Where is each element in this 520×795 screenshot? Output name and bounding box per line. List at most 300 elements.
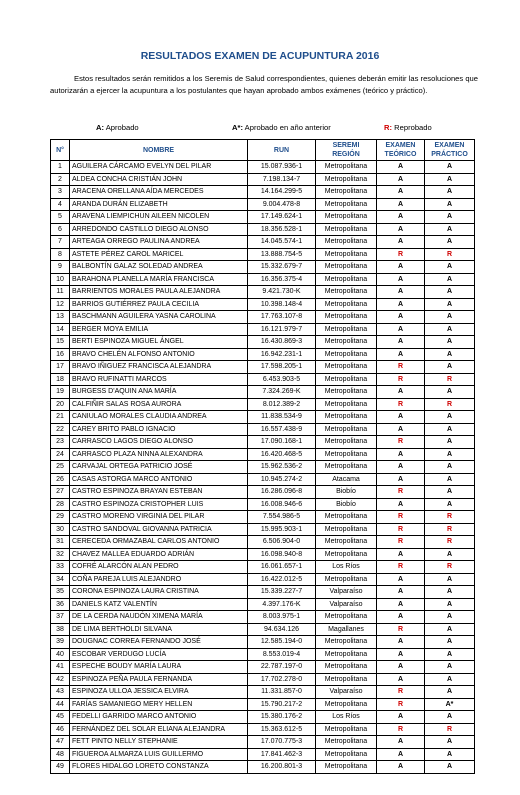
applicant-run: 15.087.936-1 [248,161,316,174]
examen-practico: A [425,486,475,499]
row-number: 23 [51,436,70,449]
examen-practico: A [425,498,475,511]
applicant-run: 15.339.227-7 [248,586,316,599]
table-row [51,473,475,486]
examen-practico: R [425,248,475,261]
table-row [51,211,475,224]
row-number: 2 [51,173,70,186]
examen-teorico: R [377,723,425,736]
row-number: 45 [51,711,70,724]
header-name-label: NOMBRE [142,146,175,154]
table-row [51,186,475,199]
applicant-name: ESPINOZA PEÑA PAULA FERNANDA [70,673,248,686]
examen-practico: A [425,198,475,211]
applicant-run: 15.380.176-2 [248,711,316,724]
row-number: 28 [51,498,70,511]
table-row [51,311,475,324]
applicant-name: FIGUEROA ALMARZA LUIS GUILLERMO [70,748,248,761]
examen-practico: A [425,173,475,186]
applicant-name: DOUGNAC CORREA FERNANDO JOSÉ [70,636,248,649]
applicant-run: 15.962.536-2 [248,461,316,474]
seremi-region: Metropolitana [316,286,377,299]
row-number: 5 [51,211,70,224]
table-row [51,298,475,311]
row-number: 47 [51,736,70,749]
legend-r-code: R: [384,123,393,132]
header-region-line1: SEREMI [332,142,360,149]
row-number: 19 [51,386,70,399]
seremi-region: Metropolitana [316,248,377,261]
applicant-name: CHAVEZ MALLEA EDUARDO ADRIÁN [70,548,248,561]
applicant-name: ESCOBAR VERDUGO LUCÍA [70,648,248,661]
results-table [50,139,475,774]
examen-practico: R [425,398,475,411]
seremi-region: Metropolitana [316,411,377,424]
applicant-run: 7.324.269-K [248,386,316,399]
applicant-run: 15.332.679-7 [248,261,316,274]
applicant-name: ESPINOZA ULLOA JESSICA ELVIRA [70,686,248,699]
table-row [51,511,475,524]
applicant-run: 16.422.012-5 [248,573,316,586]
applicant-name: FARÍAS SAMANIEGO MERY HELLEN [70,698,248,711]
table-row [51,573,475,586]
applicant-run: 18.356.528-1 [248,223,316,236]
table-row [51,273,475,286]
header-practico-line2: PRÁCTICO [431,151,468,158]
applicant-name: FEDELLI GARRIDO MARCO ANTONIO [70,711,248,724]
seremi-region: Metropolitana [316,748,377,761]
seremi-region: Metropolitana [316,173,377,186]
applicant-run: 94.634.126 [248,623,316,636]
applicant-name: BALBONTÍN GALAZ SOLEDAD ANDREA [70,261,248,274]
header-num [51,140,70,161]
table-row [51,636,475,649]
examen-practico: A [425,211,475,224]
applicant-name: CASTRO MORENO VIRGINIA DEL PILAR [70,511,248,524]
header-practico-line1: EXAMEN [434,142,465,149]
examen-practico: A [425,361,475,374]
examen-teorico: A [377,598,425,611]
examen-teorico: A [377,573,425,586]
table-row [51,286,475,299]
table-row [51,673,475,686]
header-region [316,140,377,161]
applicant-run: 16.098.940-8 [248,548,316,561]
row-number: 44 [51,698,70,711]
examen-practico: A [425,311,475,324]
seremi-region: Metropolitana [316,698,377,711]
table-row [51,236,475,249]
examen-teorico: A [377,748,425,761]
seremi-region: Atacama [316,473,377,486]
legend-reprobado [384,123,432,132]
row-number: 16 [51,348,70,361]
row-number: 8 [51,248,70,261]
seremi-region: Metropolitana [316,673,377,686]
applicant-name: BERGER MOYA EMILIA [70,323,248,336]
table-row [51,173,475,186]
row-number: 12 [51,298,70,311]
table-row [51,761,475,774]
applicant-name: CORONA ESPINOZA LAURA CRISTINA [70,586,248,599]
examen-teorico: A [377,311,425,324]
applicant-run: 17.070.775-3 [248,736,316,749]
applicant-run: 6.506.904-0 [248,536,316,549]
seremi-region: Metropolitana [316,198,377,211]
table-row [51,348,475,361]
table-header-row [51,140,475,161]
seremi-region: Metropolitana [316,548,377,561]
row-number: 48 [51,748,70,761]
seremi-region: Los Ríos [316,711,377,724]
row-number: 13 [51,311,70,324]
examen-practico: A [425,348,475,361]
legend-astar-code: A*: [232,123,243,132]
row-number: 15 [51,336,70,349]
examen-teorico: A [377,386,425,399]
row-number: 25 [51,461,70,474]
row-number: 17 [51,361,70,374]
applicant-run: 14.164.299-5 [248,186,316,199]
row-number: 42 [51,673,70,686]
examen-practico: A [425,623,475,636]
row-number: 27 [51,486,70,499]
examen-practico: A [425,748,475,761]
row-number: 30 [51,523,70,536]
intro-text: Estos resultados serán remitidos a los Seremis de Salud correspondientes, quienes deberán emitir las resoluciones que autorizarán a ejercer la acupuntura a los postulantes que hayan aprobado ambos exámenes (teórico y práctico). [50,74,478,95]
applicant-run: 4.397.176-K [248,598,316,611]
row-number: 41 [51,661,70,674]
applicant-name: DANIELS KATZ VALENTÍN [70,598,248,611]
applicant-name: ALDEA CONCHA CRISTIÁN JOHN [70,173,248,186]
applicant-run: 17.598.205-1 [248,361,316,374]
header-run [248,140,316,161]
legend-a-code: A: [96,123,105,132]
table-row [51,548,475,561]
applicant-run: 16.061.657-1 [248,561,316,574]
applicant-run: 17.763.107-8 [248,311,316,324]
examen-teorico: A [377,186,425,199]
examen-practico: A [425,711,475,724]
row-number: 6 [51,223,70,236]
seremi-region: Metropolitana [316,186,377,199]
table-row [51,198,475,211]
applicant-run: 9.421.730-K [248,286,316,299]
applicant-name: CASTRO ESPINOZA CRISTOPHER LUIS [70,498,248,511]
applicant-run: 8.553.019-4 [248,648,316,661]
row-number: 49 [51,761,70,774]
applicant-run: 11.331.857-0 [248,686,316,699]
seremi-region: Valparaíso [316,598,377,611]
table-row [51,686,475,699]
applicant-name: CAREY BRITO PABLO IGNACIO [70,423,248,436]
row-number: 36 [51,598,70,611]
examen-practico: R [425,511,475,524]
applicant-name: CASAS ASTORGA MARCO ANTONIO [70,473,248,486]
examen-practico: A* [425,698,475,711]
row-number: 21 [51,411,70,424]
table-row [51,486,475,499]
applicant-run: 13.888.754-5 [248,248,316,261]
examen-teorico: A [377,286,425,299]
examen-teorico: A [377,273,425,286]
applicant-run: 8.012.389-2 [248,398,316,411]
examen-practico: A [425,548,475,561]
seremi-region: Metropolitana [316,223,377,236]
examen-teorico: R [377,248,425,261]
examen-practico: A [425,611,475,624]
examen-practico: A [425,186,475,199]
examen-practico: A [425,461,475,474]
seremi-region: Metropolitana [316,161,377,174]
examen-practico: A [425,261,475,274]
table-row [51,386,475,399]
table-row [51,436,475,449]
row-number: 1 [51,161,70,174]
applicant-name: BASCHMANN AGUILERA YASNA CAROLINA [70,311,248,324]
applicant-run: 10.945.274-2 [248,473,316,486]
applicant-run: 11.838.534-9 [248,411,316,424]
row-number: 20 [51,398,70,411]
examen-practico: A [425,648,475,661]
seremi-region: Metropolitana [316,523,377,536]
examen-teorico: A [377,348,425,361]
examen-teorico: A [377,611,425,624]
examen-practico: A [425,386,475,399]
seremi-region: Metropolitana [316,511,377,524]
table-row [51,623,475,636]
examen-teorico: A [377,711,425,724]
examen-practico: A [425,661,475,674]
examen-practico: A [425,673,475,686]
examen-practico: A [425,336,475,349]
examen-teorico: A [377,736,425,749]
table-row [51,223,475,236]
header-name [70,140,248,161]
examen-teorico: R [377,698,425,711]
applicant-name: BURGESS D'AQUIN ANA MARÍA [70,386,248,399]
row-number: 34 [51,573,70,586]
seremi-region: Metropolitana [316,373,377,386]
applicant-name: COFRÉ ALARCÓN ALAN PEDRO [70,561,248,574]
examen-teorico: R [377,373,425,386]
applicant-name: FERNÁNDEZ DEL SOLAR ELIANA ALEJANDRA [70,723,248,736]
examen-teorico: A [377,648,425,661]
examen-teorico: A [377,586,425,599]
applicant-name: CALFIÑIR SALAS ROSA AURORA [70,398,248,411]
header-teorico [377,140,425,161]
applicant-run: 16.557.438-9 [248,423,316,436]
applicant-run: 9.004.478-8 [248,198,316,211]
table-row [51,461,475,474]
applicant-name: DE LA CERDA NAUDÓN XIMENA MARÍA [70,611,248,624]
applicant-name: BARAHONA PLANELLA MARÍA FRANCISCA [70,273,248,286]
examen-teorico: A [377,498,425,511]
applicant-name: CASTRO ESPINOZA BRAYAN ESTEBAN [70,486,248,499]
table-row [51,598,475,611]
applicant-name: ARTEAGA ORREGO PAULINA ANDREA [70,236,248,249]
seremi-region: Metropolitana [316,723,377,736]
applicant-run: 17.090.168-1 [248,436,316,449]
examen-teorico: R [377,623,425,636]
table-row [51,698,475,711]
examen-teorico: A [377,236,425,249]
examen-practico: A [425,223,475,236]
examen-teorico: A [377,161,425,174]
seremi-region: Metropolitana [316,386,377,399]
applicant-run: 22.787.197-0 [248,661,316,674]
examen-practico: A [425,573,475,586]
seremi-region: Metropolitana [316,636,377,649]
applicant-run: 17.149.624-1 [248,211,316,224]
legend-a-text: Aprobado [105,123,139,132]
table-row [51,661,475,674]
applicant-name: DE LIMA BERTHOLDI SILVANA [70,623,248,636]
row-number: 11 [51,286,70,299]
applicant-name: BERTI ESPINOZA MIGUEL ÁNGEL [70,336,248,349]
header-teorico-line1: EXAMEN [385,142,416,149]
applicant-run: 8.003.975-1 [248,611,316,624]
examen-practico: R [425,523,475,536]
examen-practico: A [425,298,475,311]
applicant-name: CARRASCO PLAZA NINNA ALEXANDRA [70,448,248,461]
applicant-name: CASTRO SANDOVAL GIOVANNA PATRICIA [70,523,248,536]
examen-teorico: A [377,461,425,474]
applicant-run: 16.286.096-8 [248,486,316,499]
examen-practico: A [425,323,475,336]
row-number: 7 [51,236,70,249]
table-row [51,748,475,761]
examen-teorico: A [377,423,425,436]
header-teorico-line2: TEÓRICO [384,151,417,158]
page-title: RESULTADOS EXAMEN DE ACUPUNTURA 2016 [140,50,380,62]
examen-practico: R [425,723,475,736]
examen-teorico: A [377,548,425,561]
table-row [51,398,475,411]
table-row [51,411,475,424]
applicant-name: CANIULAO MORALES CLAUDIA ANDREA [70,411,248,424]
seremi-region: Valparaíso [316,586,377,599]
applicant-name: ESPECHE BOUDY MARÍA LAURA [70,661,248,674]
examen-practico: A [425,286,475,299]
examen-practico: A [425,273,475,286]
examen-practico: A [425,436,475,449]
seremi-region: Biobío [316,486,377,499]
seremi-region: Los Ríos [316,561,377,574]
examen-teorico: R [377,686,425,699]
seremi-region: Metropolitana [316,423,377,436]
applicant-run: 15.995.903-1 [248,523,316,536]
examen-practico: A [425,448,475,461]
row-number: 18 [51,373,70,386]
seremi-region: Metropolitana [316,336,377,349]
row-number: 35 [51,586,70,599]
examen-practico: A [425,161,475,174]
examen-teorico: A [377,448,425,461]
examen-teorico: A [377,411,425,424]
table-row [51,561,475,574]
applicant-name: COÑA PAREJA LUIS ALEJANDRO [70,573,248,586]
applicant-name: BRAVO RUFINATTI MARCOS [70,373,248,386]
row-number: 39 [51,636,70,649]
examen-teorico: R [377,536,425,549]
applicant-run: 17.702.278-0 [248,673,316,686]
applicant-run: 16.420.468-5 [248,448,316,461]
examen-practico: A [425,473,475,486]
examen-teorico: R [377,398,425,411]
legend-astar-text: Aprobado en año anterior [244,123,331,132]
applicant-name: BARRIOS GUTIÉRREZ PAULA CECILIA [70,298,248,311]
applicant-name: FETT PINTO NELLY STEPHANIE [70,736,248,749]
row-number: 26 [51,473,70,486]
seremi-region: Metropolitana [316,211,377,224]
seremi-region: Metropolitana [316,398,377,411]
table-row [51,611,475,624]
applicant-run: 16.121.979-7 [248,323,316,336]
seremi-region: Metropolitana [316,573,377,586]
applicant-name: FLORES HIDALGO LORETO CONSTANZA [70,761,248,774]
examen-practico: A [425,686,475,699]
applicant-name: CARVAJAL ORTEGA PATRICIO JOSÉ [70,461,248,474]
row-number: 43 [51,686,70,699]
row-number: 29 [51,511,70,524]
examen-teorico: A [377,261,425,274]
examen-practico: A [425,636,475,649]
legend-aprobado [96,123,139,132]
seremi-region: Metropolitana [316,536,377,549]
examen-teorico: A [377,323,425,336]
row-number: 3 [51,186,70,199]
table-row [51,261,475,274]
header-num-label: N° [56,146,64,154]
seremi-region: Metropolitana [316,661,377,674]
legend-aprobado-anterior [232,123,331,132]
table-row [51,361,475,374]
examen-teorico: A [377,761,425,774]
applicant-run: 6.453.903-5 [248,373,316,386]
table-row [51,161,475,174]
applicant-run: 17.841.462-3 [248,748,316,761]
header-run-label: RUN [273,146,290,154]
table-row [51,448,475,461]
row-number: 46 [51,723,70,736]
examen-teorico: R [377,486,425,499]
row-number: 10 [51,273,70,286]
examen-teorico: A [377,661,425,674]
header-region-line2: REGIÓN [332,151,360,158]
table-row [51,711,475,724]
examen-practico: A [425,423,475,436]
seremi-region: Metropolitana [316,461,377,474]
applicant-run: 16.008.946-6 [248,498,316,511]
examen-teorico: R [377,436,425,449]
table-row [51,586,475,599]
examen-practico: A [425,236,475,249]
examen-teorico: A [377,298,425,311]
table-row [51,248,475,261]
applicant-name: ARACENA ORELLANA AÍDA MERCEDES [70,186,248,199]
table-row [51,498,475,511]
seremi-region: Metropolitana [316,448,377,461]
applicant-name: BRAVO CHELÉN ALFONSO ANTONIO [70,348,248,361]
row-number: 40 [51,648,70,661]
seremi-region: Metropolitana [316,436,377,449]
table-row [51,373,475,386]
legend-r-text: Reprobado [394,123,432,132]
seremi-region: Metropolitana [316,273,377,286]
applicant-name: BARRIENTOS MORALES PAULA ALEJANDRA [70,286,248,299]
seremi-region: Metropolitana [316,348,377,361]
